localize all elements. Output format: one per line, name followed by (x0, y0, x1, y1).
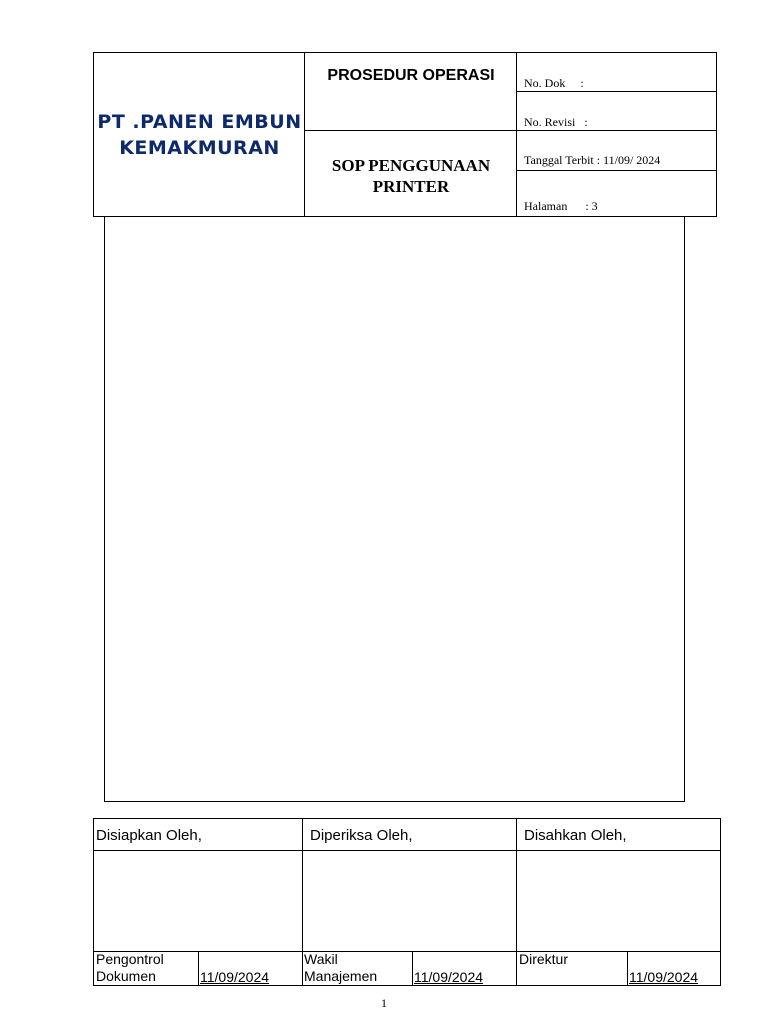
approval-divider (94, 850, 720, 851)
approved-by-role: Direktur (519, 951, 569, 967)
approval-divider (627, 951, 628, 985)
tanggal-terbit-field: Tanggal Terbit : 11/09/ 2024 (524, 153, 661, 167)
approval-divider (302, 819, 303, 985)
header-divider (516, 91, 716, 92)
no-revisi-field: No. Revisi : (524, 115, 588, 129)
prepared-by-heading: Disiapkan Oleh, (96, 827, 202, 844)
prepared-by-role: Pengontrol Dokumen (96, 951, 164, 984)
checked-by-heading: Diperiksa Oleh, (310, 827, 413, 844)
approval-table (93, 818, 721, 986)
page-number: 1 (381, 996, 387, 1010)
content-area (104, 216, 685, 802)
procedure-title: PROSEDUR OPERASI (327, 67, 495, 84)
checked-by-date: 11/09/2024 (414, 969, 484, 985)
approval-divider (516, 819, 517, 985)
approved-by-date: 11/09/2024 (629, 969, 699, 985)
checked-by-role: Wakil Manajemen (304, 951, 378, 984)
prepared-by-date: 11/09/2024 (200, 969, 270, 985)
company-name: PT .PANEN EMBUN KEMAKMURAN (97, 110, 302, 159)
document-header (93, 52, 717, 217)
approval-divider (412, 951, 413, 985)
header-divider (304, 130, 716, 131)
sop-title: SOP PENGGUNAAN PRINTER (331, 156, 491, 196)
halaman-field: Halaman : 3 (524, 199, 598, 213)
header-divider (516, 170, 716, 171)
no-dok-field: No. Dok : (524, 76, 584, 90)
approved-by-heading: Disahkan Oleh, (524, 827, 627, 844)
approval-divider (198, 951, 199, 985)
